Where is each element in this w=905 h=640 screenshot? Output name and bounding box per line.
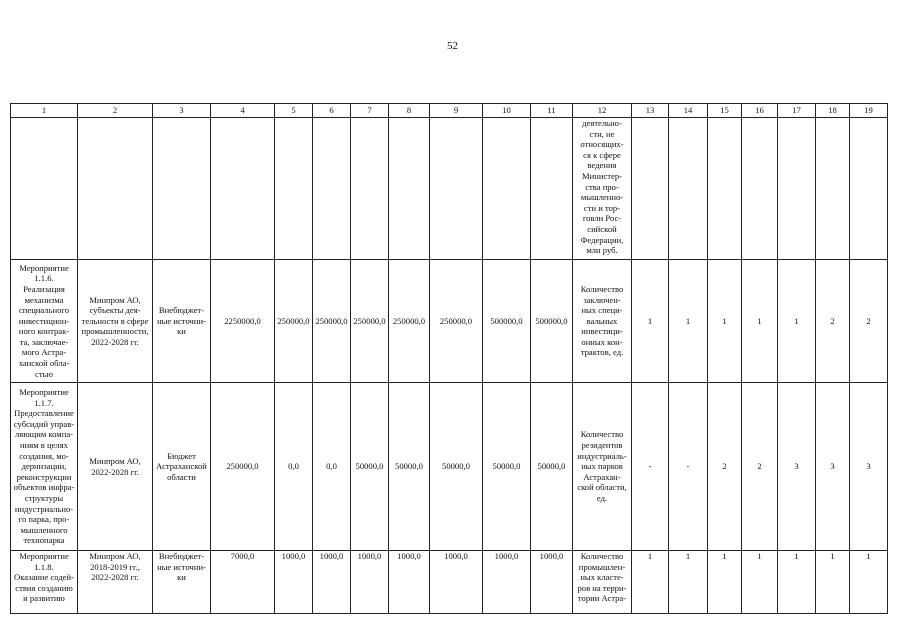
column-header: 16 [742,104,778,118]
table-cell: Бюджет Астраханской области [153,383,211,551]
table-cell: 7000,0 [211,551,275,614]
table-cell: 1000,0 [313,551,351,614]
table-cell: - [632,383,669,551]
table-cell: 1000,0 [531,551,573,614]
table-cell: 0,0 [275,383,313,551]
table-cell: Минпром АО, 2022-2028 гг. [78,383,153,551]
table-cell: 1 [778,260,816,383]
column-header: 6 [313,104,351,118]
column-header: 10 [483,104,531,118]
table-cell: 250000,0 [351,260,389,383]
table-cell [78,118,153,260]
table-cell: Мероприятие 1.1.8. Оказание содей- ствия созданию и развитию [11,551,78,614]
table-cell [275,118,313,260]
table-cell [153,118,211,260]
table-cell: 3 [778,383,816,551]
table-cell: 1 [669,551,708,614]
table-cell: 2 [708,383,742,551]
table-cell: Внебюджет- ные источни- ки [153,551,211,614]
table-cell: - [669,383,708,551]
table-cell: 250000,0 [389,260,430,383]
table-cell: 500000,0 [483,260,531,383]
column-header: 7 [351,104,389,118]
table-cell: Мероприятие 1.1.6. Реализация механизма специального инвестицион- ного контрак- та, заключае- мого Астра- ханской обла- стью [11,260,78,383]
table-cell: 1 [632,551,669,614]
table-cell: 1000,0 [389,551,430,614]
column-header: 3 [153,104,211,118]
column-header: 12 [573,104,632,118]
table-cell: 2 [816,260,850,383]
table-cell: Количество заключен- ных специ- вальных инвестици- онных кон- трактов, ед. [573,260,632,383]
table-cell: 1 [742,551,778,614]
table-row [11,551,888,614]
column-header: 1 [11,104,78,118]
table-cell [708,118,742,260]
table-cell: Количество промышлен- ных класте- ров на терри- тории Астра- [573,551,632,614]
table-cell: 1 [778,551,816,614]
table-cell: 50000,0 [351,383,389,551]
header-row [11,104,888,118]
table-cell: 1000,0 [275,551,313,614]
table-cell: Минпром АО, 2018-2019 гг., 2022-2028 гг. [78,551,153,614]
column-header: 2 [78,104,153,118]
column-header: 5 [275,104,313,118]
table-cell: 1000,0 [430,551,483,614]
table-cell: Минпром АО, субъекты дея- тельности в сфере промышленности, 2022-2028 гг. [78,260,153,383]
column-header: 13 [632,104,669,118]
column-header: 18 [816,104,850,118]
column-header: 17 [778,104,816,118]
table-cell: 1000,0 [351,551,389,614]
column-header: 11 [531,104,573,118]
data-table [10,103,888,614]
table-cell [850,118,888,260]
table-cell: 2 [742,383,778,551]
table-cell: 3 [850,383,888,551]
table-cell: 1 [708,260,742,383]
table-cell: 1 [708,551,742,614]
column-header: 14 [669,104,708,118]
table-cell: 50000,0 [483,383,531,551]
table-row [11,383,888,551]
table-cell [632,118,669,260]
table-cell [669,118,708,260]
table-cell [211,118,275,260]
table-cell: Количество резидентов индустриаль- ных парков Астрахан- ской области, ед. [573,383,632,551]
table-cell [531,118,573,260]
table-cell [313,118,351,260]
table-cell: 1 [816,551,850,614]
table-cell [430,118,483,260]
table-cell: 1 [850,551,888,614]
table-row [11,260,888,383]
table-cell: 3 [816,383,850,551]
table-cell [742,118,778,260]
table-cell: 0,0 [313,383,351,551]
table-cell: 250000,0 [211,383,275,551]
column-header: 19 [850,104,888,118]
table-cell [483,118,531,260]
table-cell: 50000,0 [531,383,573,551]
table-cell: 2 [850,260,888,383]
table-cell: 1 [742,260,778,383]
column-header: 8 [389,104,430,118]
table-cell: 1 [632,260,669,383]
table-cell [816,118,850,260]
table-cell: 500000,0 [531,260,573,383]
table-cell: 50000,0 [389,383,430,551]
table-cell: 250000,0 [430,260,483,383]
table-cell: деятельно- сти, не относящих- ся к сфере ведения Министер- ства про- мышленно- сти и тор- говли Рос- сийской Федерации, млн руб. [573,118,632,260]
table-cell: Внебюджет- ные источни- ки [153,260,211,383]
table-cell: 1 [669,260,708,383]
table-cell [11,118,78,260]
column-header: 9 [430,104,483,118]
table-cell: 250000,0 [275,260,313,383]
table-row [11,118,888,260]
page-number: 52 [447,40,458,52]
table-cell: 1000,0 [483,551,531,614]
table-cell: 250000,0 [313,260,351,383]
table-cell: 2250000,0 [211,260,275,383]
table-cell [389,118,430,260]
table-cell: 50000,0 [430,383,483,551]
table-cell [351,118,389,260]
column-header: 15 [708,104,742,118]
table-cell: Мероприятие 1.1.7. Предоставление субсидий управ- ляющим компа- ниям в целях создания, мо- дернизации, реконструкции объектов инфра- структуры индустриально- го парка, про- мышленного технопарка [11,383,78,551]
column-header: 4 [211,104,275,118]
table-cell [778,118,816,260]
